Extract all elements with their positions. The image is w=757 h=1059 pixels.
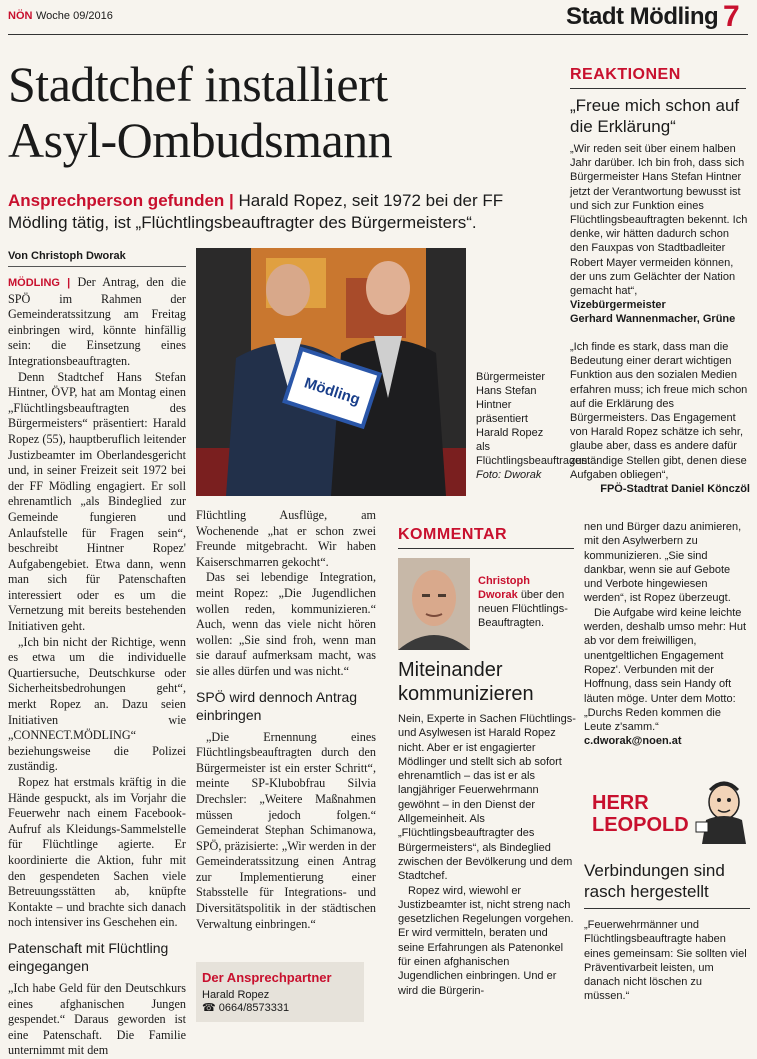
paragraph: MÖDLING | Der Antrag, den die SPÖ im Rahmen der Gemeinderatssitzung am Freitag einbringen wird, könnte hinfällig sein: die Einsetzung eines Integrationsbeauftragten. <box>8 275 187 368</box>
commentary-title: KOMMENTAR <box>398 526 508 543</box>
paragraph: Denn Stadtchef Hans Stefan Hintner, ÖVP, hat am Montag einen „Flüchtlingsbeauftragten des Bürgermeisters“ präsentiert: Harald Ropez (55), hauptberuflich leitender Justizbeamter im Oberlandesgericht und, in seiner Freizeit seit 1972 bei der FF Mödling engagiert. Er soll ehrenamtlich „als Bindeglied zur Gemeinde fungieren und Anlaufstelle für Fragen sein“, beschreibt Hintner Ropez' Aufgabengebiet. Etwa dann, wenn man sich für Patenschaften interessiert oder es um die Vernetzung mit bereits bestehenden Initiativen geht. <box>8 369 186 634</box>
reactions-divider <box>570 88 746 89</box>
publication-logo: NÖN <box>8 10 33 22</box>
dateline: MÖDLING | <box>8 277 71 289</box>
quote-attribution: Vizebürgermeister <box>570 299 666 312</box>
article-headline <box>8 56 558 168</box>
article-byline: Von Christoph Dworak <box>8 250 126 262</box>
contact-phone: ☎ 0664/8573331 <box>202 1002 290 1014</box>
reaction-quote-2: „Ich finde es stark, dass man die Bedeutung einer derart wichtigen Funktion aus den sozialen Medien erfahren muss; ich freue mich schon auf die Erklärung des Bürgermeisters. Das Engagement von Harald Ropez schätze ich sehr, glaube aber, dass es andere dafür zuständige Stellen gibt, denen diese Aufgaben obliegen“, FPÖ-Stadtrat Daniel Könczöl <box>570 341 750 496</box>
contact-name: Harald Ropez <box>202 989 270 1001</box>
paragraph: nen und Bürger dazu animieren, mit den Asylwerbern zu kommunizieren. „Sie sind dankbar, wenn sie auf Gebote und Verbote hingewiesen werden“, ist Ropez überzeugt. <box>584 521 742 605</box>
leopold-cartoon-icon <box>690 778 750 844</box>
photo-credit: Foto: Dworak <box>476 469 542 481</box>
header-divider <box>8 34 748 35</box>
paragraph: „Ich bin nicht der Richtige, wenn es etwa um die individuelle Quartiersuche, Deutschkurse oder Sicherheitsbedrohungen geht“, merkt Ropez an. Dazu seien Initiativen wie „CONNECT.MÖDLING“ beziehungsweise die Polizei zuständig. <box>8 634 186 774</box>
column-title-leopold: HERR LEOPOLD <box>592 792 689 836</box>
article-column-2 <box>196 508 376 932</box>
subheading: Patenschaft mit Flüchtling eingegangen <box>8 939 169 974</box>
reactions-headline: „Freue mich schon auf die Erklärung“ <box>570 96 740 136</box>
portrait-illustration <box>398 558 470 650</box>
article-photo <box>196 248 466 496</box>
deck-text: Harald Ropez, seit 1972 bei der FF Mödling tätig, ist „Flüchtlingsbeauftragter des Bürgermeisters“. <box>8 191 504 232</box>
paragraph: Ropez wird, wiewohl er Justizbeamter ist, nicht streng nach gesetzlichen Regelungen vorgehen. Er wird vermitteln, beraten und seine Erfahrungen als Patenonkel für einen afghanischen Jugendlichen einbringen. Und er wird die Bürgerin- <box>398 884 574 997</box>
leopold-headline: Verbindungen sind rasch hergestellt <box>584 861 725 901</box>
paragraph: Die Aufgabe wird keine leichte werden, deshalb umso mehr: Hut ab vor dem freiwilligen, unentgeltlichen Engagement Ropez'. Verbunden mit der Hoffnung, dass sein Handy oft läuten möge. Unter dem Motto: „Durchs Reden kommen die Leute z'samm.“ <box>584 606 747 734</box>
byline-divider <box>8 266 186 267</box>
commentary-divider <box>398 548 574 549</box>
headline-line-1: Stadtchef installiert <box>8 56 388 112</box>
photo-illustration <box>196 248 466 496</box>
paragraph: Flüchtling Ausflüge, am Wochenende „hat er schon zwei Freunde mitgebracht. Wir haben Kaiserschmarren gekocht“. <box>196 508 376 569</box>
article-deck <box>8 190 558 234</box>
quote-attribution: FPÖ-Stadtrat Daniel Könczöl <box>600 483 750 496</box>
paragraph: Ropez hat erstmals kräftig in die Hände gespuckt, als im Vorjahr die Feuerwehr nach einem Facebook-Aufruf als Kleidungs-Sammelstelle für Flüchtlinge agierte. Er koordinierte die Aktion, fuhr mit den gespendeten Sachen viele Betreuungsstätten ab, knüpfte Kontakte – und brachte sich danach noch intensiver ins Geschehen ein. <box>8 775 186 930</box>
paragraph: „Ich habe Geld für den Deutschkurs eines afghanischen Jungen gespendet.“ Daraus geworden ist eine Patenschaft. Die Familie unternimmt mit dem <box>8 980 186 1058</box>
author-name: Christoph Dworak <box>478 575 530 601</box>
commentary-body <box>398 712 576 998</box>
subheading: SPÖ wird dennoch Antrag einbringen <box>196 688 358 723</box>
section-title: Stadt Mödling <box>566 3 719 30</box>
author-portrait <box>398 558 470 650</box>
issue-label: Woche 09/2016 <box>36 10 113 22</box>
reactions-title: REAKTIONEN <box>570 66 681 83</box>
page-number: 7 <box>723 0 740 33</box>
caption-text: Bürgermeister Hans Stefan Hintner präsentiert Harald Ropez als Flüchtlingsbeauftragen. <box>476 371 591 467</box>
article-column-1 <box>8 275 186 1059</box>
headline-line-2: Asyl-Ombudsmann <box>8 112 393 168</box>
author-email[interactable]: c.dworak@noen.at <box>584 735 682 748</box>
photo-caption <box>476 370 591 482</box>
paragraph: Das sei lebendige Integration, meint Ropez: „Die Jugendlichen wollen reden, kommunizieren.“ Auch, wenn das viele nicht hören wollen: „Sie sind froh, wenn man sie darauf aufmerksam macht, was sie alles dürfen und was nicht.“ <box>196 570 376 678</box>
quote-attribution: Gerhard Wannenmacher, Grüne <box>570 313 736 326</box>
commentary-author <box>478 574 570 630</box>
author-note: über den neuen Flüchtlings-Beauftragten. <box>478 589 568 629</box>
reaction-quote-1: „Wir reden seit über einem halben Jahr darüber. Ich bin froh, dass sich Bürgermeister Hans Stefan Hintner jetzt der Verantwortung bewusst ist und sich zur Funktion eines Flüchtlingsbeauftragten bekennt. Ich denke, wir hätten dadurch schon den Fauxpas von Stadtbadleiter Robert Mayer vermeiden können, der uns zum Gelächter der Nation gemacht hat“, Vizebürgermeister Gerhard Wannenmacher, Grüne <box>570 142 750 327</box>
contact-title: Der Ansprechpartner <box>202 970 332 985</box>
commentary-headline: Miteinander kommunizieren <box>398 659 534 705</box>
leopold-divider <box>584 908 750 909</box>
paragraph: Nein, Experte in Sachen Flüchtlings- und Asylwesen ist Harald Ropez nicht. Aber er ist engagierter Mödlinger und stellt sich ab sofort ehrenamtlich – das ist er als langjähriger Feuerwehrmann gewöhnt – in den Dienst der Allgemeinheit. Als „Flüchtlingsbeauftragter des Bürgermeisters“, als Bindeglied zwischen der Bevölkerung und dem Stadtchef. <box>398 713 576 883</box>
commentary-continuation <box>584 520 750 749</box>
deck-kicker: Ansprechperson gefunden | <box>8 191 234 210</box>
paragraph: „Die Ernennung eines Flüchtlingsbeauftragten durch den Bürgermeister ist ein erster Schritt“, meinte SP-Klubobfrau Silvia Drechsler: „Weitere Maßnahmen müssen jedoch folgen.“ Gemeinderat Stephan Schimanowa, SPÖ, präzisierte: „Wir werden in der Gemeinderatssitzung einen Antrag zur Implementierung einer Stabsstelle für Integrations- und Diversitätspolitik in der städtischen Verwaltung einbringen.“ <box>196 729 376 931</box>
contact-box <box>196 962 364 1022</box>
photo-sign-text: Mödling <box>302 374 363 409</box>
leopold-body: „Feuerwehrmänner und Flüchtlingsbeauftragte haben eines gemeinsam: Sie sollten viel Präventivarbeit leisten, um danach nicht löschen zu müssen.“ <box>584 919 747 1003</box>
